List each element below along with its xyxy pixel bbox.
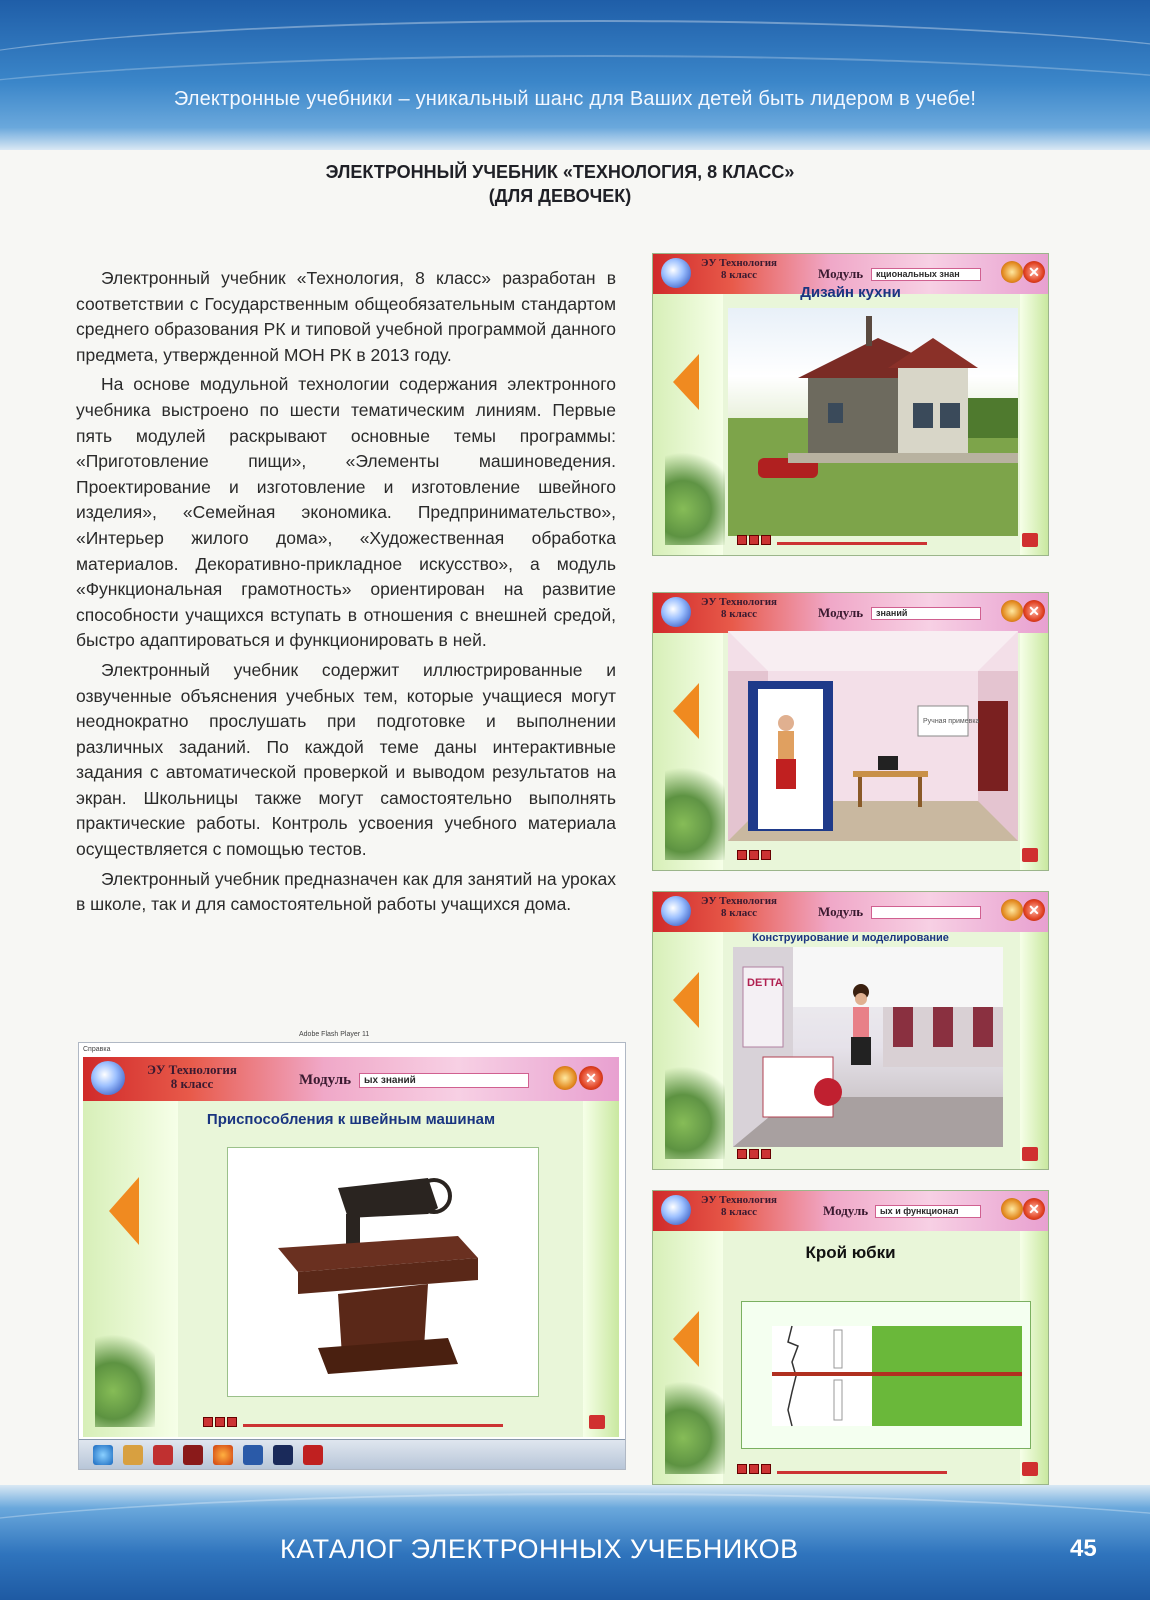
machine-panel: [227, 1147, 539, 1397]
app-logo-icon: [661, 597, 691, 627]
play-icon[interactable]: [737, 535, 747, 545]
left-sidebar: [653, 294, 723, 555]
pause-icon[interactable]: [761, 850, 771, 860]
close-button[interactable]: ✕: [1023, 899, 1045, 921]
module-label: Модуль: [818, 904, 864, 919]
paragraph-1: Электронный учебник «Технология, 8 класс» разработан в соответствии с Государственным общеобязательным стандартом среднего образования РК и типовой учебной программой данного предмета, утвержденной МОН РК в 2013 году.: [76, 268, 616, 365]
app-name: ЭУ Технология 8 класс: [700, 1194, 777, 1218]
pause-icon[interactable]: [761, 1149, 771, 1159]
right-sidebar: [1020, 932, 1048, 1169]
close-button[interactable]: ✕: [1023, 600, 1045, 622]
screenshot-sewing-machine: [83, 1057, 619, 1437]
close-button[interactable]: ✕: [579, 1066, 603, 1090]
progress-track[interactable]: [777, 1471, 947, 1474]
menu-button[interactable]: [1001, 600, 1023, 622]
screenshot-skirt-cut: [652, 1190, 1049, 1485]
stop-icon[interactable]: [215, 1417, 225, 1427]
page-title: [160, 160, 960, 208]
app-logo-icon: [661, 896, 691, 926]
app-logo-icon: [91, 1061, 125, 1095]
media-player-bar[interactable]: [737, 850, 1008, 862]
slide-title: Крой юбки: [805, 1243, 896, 1262]
flash-icon[interactable]: [303, 1445, 323, 1465]
boutique-illustration: [733, 947, 1003, 1147]
media-icon[interactable]: [153, 1445, 173, 1465]
paragraph-4: Электронный учебник предназначен как для занятий на уроках в школе, так и для самостоятельной работы учащихся дома.: [76, 868, 616, 915]
menu-button[interactable]: [553, 1066, 577, 1090]
play-icon[interactable]: [203, 1417, 213, 1427]
back-arrow-icon[interactable]: [673, 683, 699, 739]
window-title: Adobe Flash Player 11: [299, 1031, 370, 1038]
store-sign: DETTA: [747, 977, 783, 989]
right-sidebar: [1020, 294, 1048, 555]
pattern-panel: [741, 1301, 1031, 1449]
slide-title: Приспособления к швейным машинам: [206, 1111, 496, 1128]
close-button[interactable]: ✕: [1023, 261, 1045, 283]
app-logo-icon: [661, 1195, 691, 1225]
menu-button[interactable]: [1001, 261, 1023, 283]
stop-icon[interactable]: [749, 1149, 759, 1159]
module-title-strip: [871, 906, 981, 919]
app-name: ЭУ Технология 8 класс: [147, 1062, 237, 1091]
back-arrow-icon[interactable]: [109, 1177, 139, 1245]
module-label: Модуль: [823, 1203, 869, 1218]
footer-catalog-title: КАТАЛОГ ЭЛЕКТРОННЫХ УЧЕБНИКОВ: [280, 1534, 799, 1564]
app-name: ЭУ Технология 8 класс: [700, 257, 777, 281]
stop-icon[interactable]: [749, 1464, 759, 1474]
media-player-bar[interactable]: [203, 1417, 559, 1429]
menu-button[interactable]: [1001, 1198, 1023, 1220]
page-title-line2: (ДЛЯ ДЕВОЧЕК): [488, 186, 632, 206]
menu-help[interactable]: Справка: [83, 1046, 111, 1053]
taskbar: [79, 1439, 625, 1469]
check-icon[interactable]: [589, 1415, 605, 1429]
module-title-strip: ых и функционал: [875, 1205, 981, 1218]
screenshot-constructing: [652, 891, 1049, 1170]
module-label: Модуль: [818, 605, 864, 620]
module-label: Модуль: [299, 1072, 352, 1088]
close-button[interactable]: ✕: [1023, 1198, 1045, 1220]
progress-track[interactable]: [243, 1424, 503, 1427]
check-icon[interactable]: [1022, 533, 1038, 547]
slide-title: Дизайн кухни: [800, 284, 901, 301]
ie-icon[interactable]: [93, 1445, 113, 1465]
screenshot-kitchen-design: [652, 253, 1049, 556]
left-sidebar: [653, 932, 723, 1169]
app-name: ЭУ Технология 8 класс: [700, 596, 777, 620]
header-band: [0, 0, 1150, 150]
pause-icon[interactable]: [761, 1464, 771, 1474]
photoshop-icon[interactable]: [273, 1445, 293, 1465]
back-arrow-icon[interactable]: [673, 354, 699, 410]
check-icon[interactable]: [1022, 1147, 1038, 1161]
progress-track[interactable]: [777, 542, 927, 545]
app-icon[interactable]: [183, 1445, 203, 1465]
header-slogan: Электронные учебники – уникальный шанс для Ваших детей быть лидером в учебе!: [173, 88, 977, 110]
house-illustration: [728, 308, 1018, 536]
right-sidebar: [583, 1101, 619, 1437]
screenshot-classroom: [652, 592, 1049, 871]
module-title-strip: кциональных знан: [871, 268, 981, 281]
pause-icon[interactable]: [761, 535, 771, 545]
module-title-strip: знаний: [871, 607, 981, 620]
slide-title: Конструирование и моделирование: [752, 932, 949, 944]
body-text: [76, 266, 616, 922]
pause-icon[interactable]: [227, 1417, 237, 1427]
app-name: ЭУ Технология 8 класс: [700, 895, 777, 919]
media-player-bar[interactable]: [737, 1464, 1008, 1476]
play-icon[interactable]: [737, 1464, 747, 1474]
paragraph-3: Электронный учебник содержит иллюстрированные и озвученные объяснения учебных тем, которые учащиеся могут неоднократно прослушать при подготовке и выполнении различных заданий. По каждой теме даны интерактивные задания с автоматической проверкой и выводом результатов на экран. Школьницы также могут самостоятельно выполнять практические работы. Контроль усвоения учебного материала осуществляется с помощью тестов.: [76, 659, 616, 860]
media-player-bar[interactable]: [737, 1149, 1008, 1161]
check-icon[interactable]: [1022, 1462, 1038, 1476]
folder-icon[interactable]: [123, 1445, 143, 1465]
play-icon[interactable]: [737, 1149, 747, 1159]
stop-icon[interactable]: [749, 535, 759, 545]
play-icon[interactable]: [737, 850, 747, 860]
paragraph-2: На основе модульной технологии содержания электронного учебника выстроено по шести тематическим линиям. Первые пять модулей раскрывают основные темы программы: «Приготовление пищи», «Элементы машиноведения. Проектирование и изготовление и изготовление швейного изделия», «Семейная экономика. Предпринимательство», «Интерьер жилого дома», «Художественная обработка материалов. Декоративно-прикладное искусство», а модуль «Функциональная грамотность» ориентирован на развитие способности учащихся вступать в отношения с внешней средой, быстро адаптироваться и функционировать в ней.: [76, 374, 616, 651]
page-number: 45: [1070, 1535, 1097, 1562]
module-label: Модуль: [818, 266, 864, 281]
flash-player-window: [78, 1031, 626, 1470]
board-caption: Ручная примевка: [923, 718, 980, 725]
left-sidebar: [653, 633, 723, 870]
media-player-bar[interactable]: [737, 535, 1008, 547]
firefox-icon[interactable]: [213, 1445, 233, 1465]
check-icon[interactable]: [1022, 848, 1038, 862]
module-title-strip: ых знаний: [359, 1073, 529, 1088]
back-arrow-icon[interactable]: [673, 1311, 699, 1367]
right-sidebar: [1020, 633, 1048, 870]
back-arrow-icon[interactable]: [673, 972, 699, 1028]
left-sidebar: [83, 1101, 178, 1437]
page-title-line1: ЭЛЕКТРОННЫЙ УЧЕБНИК «ТЕХНОЛОГИЯ, 8 КЛАСС»: [325, 162, 795, 182]
stop-icon[interactable]: [749, 850, 759, 860]
word-icon[interactable]: [243, 1445, 263, 1465]
classroom-illustration: [728, 631, 1018, 841]
menu-button[interactable]: [1001, 899, 1023, 921]
